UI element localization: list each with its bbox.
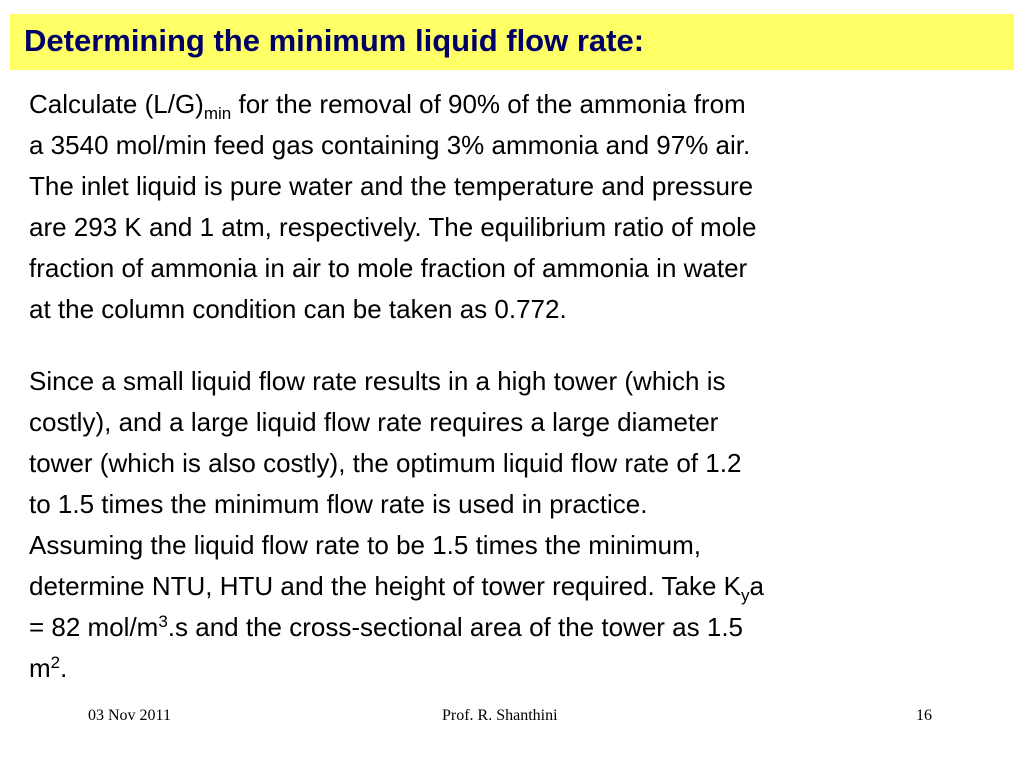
text-line: [29, 84, 1001, 125]
text-segment: Calculate (L/G): [29, 89, 204, 119]
text-segment: .: [60, 653, 68, 683]
text-line: tower (which is also costly), the optimum liquid flow rate of 1.2: [29, 448, 742, 478]
text-line: at the column condition can be taken as 0.772.: [29, 294, 567, 324]
subscript: y: [740, 586, 750, 605]
text-segment: m: [29, 653, 51, 683]
text-line: to 1.5 times the minimum flow rate is used in practice.: [29, 489, 648, 519]
text-segment: determine NTU, HTU and the height of tower required. Take K: [29, 571, 741, 601]
text-line: [29, 607, 1001, 648]
text-line: The inlet liquid is pure water and the temperature and pressure: [29, 171, 754, 201]
text-segment: a: [749, 571, 764, 601]
text-segment: = 82 mol/m: [29, 612, 159, 642]
text-line: a 3540 mol/min feed gas containing 3% ammonia and 97% air.: [29, 130, 751, 160]
footer-date: 03 Nov 2011: [88, 707, 171, 724]
superscript: 3: [158, 612, 168, 631]
text-line: are 293 K and 1 atm, respectively. The equilibrium ratio of mole: [29, 212, 757, 242]
footer-author: Prof. R. Shanthini: [442, 707, 558, 724]
text-segment: for the removal of 90% of the ammonia from: [231, 89, 746, 119]
text-line: [29, 566, 1001, 607]
superscript: 2: [50, 653, 61, 672]
slide-number: 16: [916, 707, 932, 724]
text-segment: .s and the cross-sectional area of the tower as 1.5: [167, 612, 743, 642]
text-line: costly), and a large liquid flow rate requires a large diameter: [29, 407, 719, 437]
task-paragraph: [29, 361, 1001, 689]
slide-title: Determining the minimum liquid flow rate:: [24, 23, 645, 58]
title-bar: [10, 14, 1014, 70]
text-line: Assuming the liquid flow rate to be 1.5 times the minimum,: [29, 530, 701, 560]
text-line: fraction of ammonia in air to mole fraction of ammonia in water: [29, 253, 748, 283]
text-line: [29, 648, 1001, 689]
text-line: Since a small liquid flow rate results in a high tower (which is: [29, 366, 726, 396]
subscript: min: [203, 104, 232, 123]
problem-statement-paragraph: [29, 84, 1001, 330]
